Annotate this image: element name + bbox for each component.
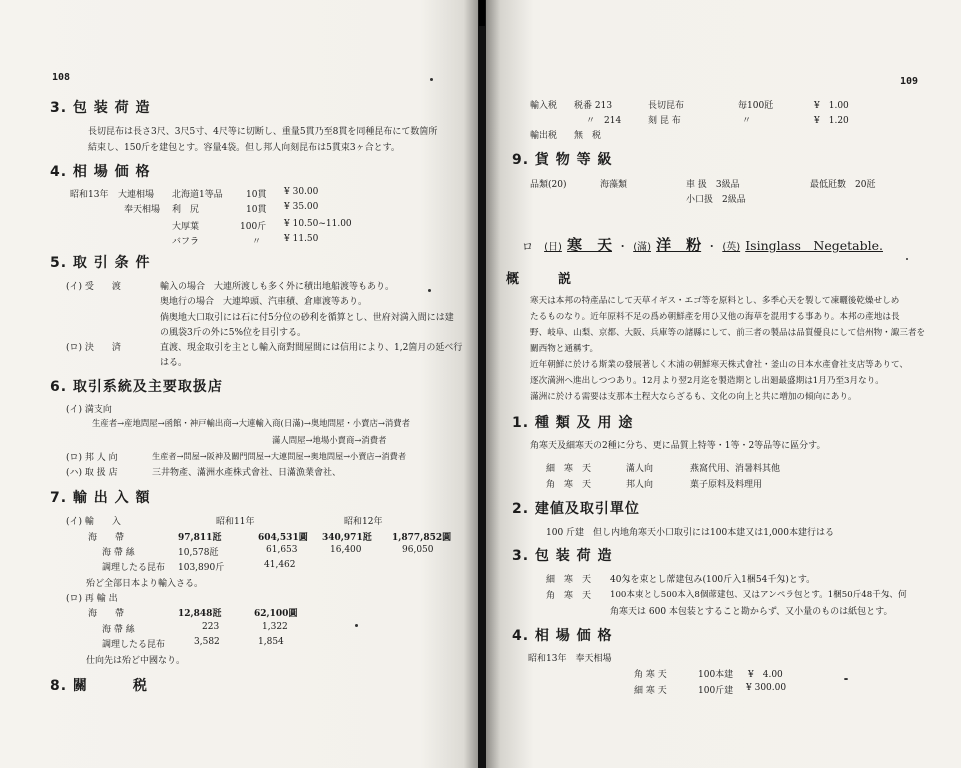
trade-flow: 生産者→産地問屋→函館・神戸輸出商→大連輸入商(日滿)→奥地問屋・小賣店→消費者	[92, 418, 410, 428]
cell-value: 1,877,852圓	[392, 533, 452, 543]
price-unit: 100斤建	[698, 686, 734, 696]
pack-type: 角 寒 天	[546, 591, 592, 601]
clause-label: (ロ) 再 輸 出	[66, 594, 118, 604]
type-market: 滿人向	[626, 464, 654, 474]
title-mn: 洋 粉	[656, 236, 702, 254]
cell-value: 97,811瓩	[178, 533, 222, 543]
cell-value: 10,578瓩	[178, 548, 219, 558]
section-heading: 4. 相 場 価 格	[50, 164, 151, 180]
cell-value: 340,971瓩	[322, 533, 372, 543]
type-name: 細 寒 天	[546, 464, 592, 474]
cell-value: 16,400	[330, 545, 362, 555]
section-heading: 3. 包 装 荷 造	[512, 548, 613, 564]
paragraph-line: 滿洲に於ける需要は支那本土程大ならざるも、文化の向上と共に増加の傾向にあり。	[530, 392, 857, 402]
row-label: 海 帶	[88, 533, 125, 543]
freight-class: 小口扱 2級品	[686, 195, 746, 205]
cell-value: 103,890斤	[178, 563, 225, 573]
paragraph-line: 關西物と通稱す。	[530, 344, 599, 354]
print-speck	[428, 289, 431, 292]
trade-flow: 滿人問屋→地場小賣商→消費者	[272, 435, 387, 445]
title-mark: ロ	[522, 240, 533, 253]
type-use: 菓子原料及料理用	[690, 480, 763, 490]
market-label: 大連相場	[118, 190, 155, 200]
clause-label: (イ) 輸 入	[66, 517, 121, 527]
year-label: 昭和13年	[70, 190, 109, 200]
tariff-item: 刻 昆 布	[648, 116, 681, 126]
price-unit: 100本建	[698, 670, 734, 680]
freight-label: 品類(20)	[530, 180, 567, 190]
lang-tag-jp: (日)	[544, 242, 562, 253]
right-page	[486, 0, 961, 768]
section-heading: 7. 輸 出 入 額	[50, 490, 151, 506]
price-item: 角 寒 天	[634, 670, 667, 680]
paragraph-line: 長切昆布は長さ3尺、3尺5寸、4尺等に切断し、重量5貫乃至8貫を同種昆布にて数箇所	[88, 127, 438, 137]
section-heading: 5. 取 引 条 件	[50, 255, 151, 271]
cell-value: 223	[202, 622, 220, 632]
year-header: 昭和12年	[344, 517, 383, 527]
freight-minimum: 最低瓩數 20瓩	[810, 180, 876, 190]
market-label: 奉天相場	[124, 205, 161, 215]
note-line: 仕向先は殆ど中國なり。	[86, 656, 186, 666]
price-item: 細 寒 天	[634, 686, 667, 696]
print-speck	[430, 78, 433, 81]
section-heading: 4. 相 場 価 格	[512, 628, 613, 644]
lang-tag-mn: (滿)	[633, 242, 652, 253]
pack-desc: 40匁を束とし蓆建包み(100斤入1梱54千匁)とす。	[610, 575, 816, 585]
paragraph-line: 奥地行の場合 大連埠頭、汽車積、倉庫渡等あり。	[160, 297, 368, 307]
price-unit: 100斤	[240, 222, 267, 232]
cell-value: 41,462	[264, 560, 296, 570]
gutter-shadow	[479, 0, 485, 26]
book-gutter	[478, 0, 486, 768]
page-number: 109	[900, 76, 919, 87]
cell-value: 1,854	[258, 637, 284, 647]
market-label: 昭和13年 奉天相場	[528, 654, 612, 664]
title-en: Isinglass Negetable.	[745, 238, 883, 253]
pack-type: 細 寒 天	[546, 575, 592, 585]
tariff-rate: ¥ 1.20	[814, 116, 849, 126]
paragraph-line: 直渡、現金取引を主とし輸入商對間屋間には信用により、1,2箇月の延べ行	[160, 343, 463, 353]
section-heading: 9. 貨 物 等 級	[512, 152, 613, 168]
price-value: ¥ 11.50	[284, 234, 319, 244]
row-label: 海 帶	[88, 609, 125, 619]
section-heading: 1. 種 類 及 用 途	[512, 415, 634, 431]
price-value: ¥ 10.50~11.00	[284, 219, 352, 229]
paragraph-line: 輸入の場合 大連所渡しも多く外に積出地船渡等もあり。	[160, 282, 395, 292]
overview-heading: 概 説	[506, 272, 572, 287]
type-use: 燕窩代用、消暑料其他	[690, 464, 781, 474]
cell-value: 61,653	[266, 545, 298, 555]
clause-label: (イ) 受 渡	[66, 282, 121, 292]
cell-value: 1,322	[262, 622, 288, 632]
cell-value: 3,582	[194, 637, 220, 647]
paragraph-line: 結束し、150斤を建包とす。容量4袋。但し邦人向刻昆布は5貫束3ヶ合とす。	[88, 143, 400, 153]
tariff-type: 輸出税	[530, 131, 558, 141]
paragraph-line: 寒天は本邦の特產品にして天草イギス・エゴ等を原料とし、多季心天を製して凍曬後乾燥せしめ	[530, 296, 900, 306]
price-item: 北海道1等品	[172, 190, 223, 200]
paragraph-line: たるものなり。近年原料不足の爲め朝鮮產を用ひ又他の海草を混用する事あり。本邦の產地は長	[530, 312, 900, 322]
clause-label: (イ) 満支向	[66, 405, 112, 415]
clause-label: (ハ) 取 扱 店	[66, 468, 118, 478]
price-value: ¥ 30.00	[284, 187, 319, 197]
cell-value: 96,050	[402, 545, 434, 555]
pack-desc: 100本束とし500本入8個蓆建包、又はアンペラ包とす。1梱50斤48千匁、何	[610, 590, 907, 600]
page-number: 108	[52, 72, 71, 83]
tariff-rate: ¥ 1.00	[814, 101, 849, 111]
left-page	[0, 0, 478, 768]
tariff-item: 長切昆布	[648, 101, 685, 111]
print-speck	[355, 624, 358, 627]
tariff-code: 〃 214	[586, 116, 622, 126]
cell-value: 62,100圓	[254, 609, 298, 619]
clause-label: (ロ) 邦 人 向	[66, 453, 118, 463]
commodity-title: ロ (日) 寒 天 ・ (滿) 洋 粉 ・ (英) Isinglass Negetable.	[522, 236, 883, 254]
price-item: 大厚葉	[172, 222, 200, 232]
freight-class: 車 扱 3級品	[686, 180, 740, 190]
tariff-unit: 毎100瓩	[738, 101, 774, 111]
freight-item: 海藻類	[600, 180, 628, 190]
price-unit: 10貫	[246, 190, 267, 200]
price-value: ¥ 300.00	[746, 683, 787, 693]
tariff-unit: 〃	[742, 116, 752, 126]
clause-label: (ロ) 決 済	[66, 343, 121, 353]
dealer-list: 三井物產、滿洲水產株式會社、日滿漁業會社、	[152, 468, 342, 478]
price-value: ¥ 4.00	[748, 670, 783, 680]
type-name: 角 寒 天	[546, 480, 592, 490]
print-speck	[906, 258, 908, 260]
row-label: 海 帶 絲	[102, 548, 135, 558]
row-label: 調理したる昆布	[102, 563, 166, 573]
row-label: 海 帶 絲	[102, 625, 135, 635]
section-heading: 3. 包 装 荷 造	[50, 100, 151, 116]
title-jp: 寒 天	[567, 236, 613, 254]
price-item: バフラ	[172, 237, 200, 247]
paragraph-line: 100 斤建 但し内地角寒天小口取引には100本建又は1,000本建行はる	[546, 528, 834, 538]
cell-value: 12,848瓩	[178, 609, 222, 619]
pack-desc: 角寒天は 600 本包装とすること勘からず、又小量のものは紙包とす。	[610, 607, 893, 617]
paragraph-line: 倘奥地大口取引には石に付5分位の砂利を循算とし、世府対満入間には建	[160, 313, 454, 323]
year-header: 昭和11年	[216, 517, 255, 527]
price-unit: 〃	[252, 237, 262, 247]
section-heading: 2. 建値及取引單位	[512, 501, 640, 517]
tariff-code: 税番 213	[574, 101, 613, 111]
paragraph-line: 角寒天及細寒天の2種に分ち、更に品質上特等・1等・2等品等に區分す。	[530, 441, 826, 451]
paragraph-line: の風袋3斤の外に5%位を目引する。	[160, 328, 307, 338]
paragraph-line: 近年朝鮮に於ける斯業の發展著しく木浦の朝鮮寒天株式會社・釜山の日本水產會社支店等ありて、	[530, 360, 908, 370]
price-unit: 10貫	[246, 205, 267, 215]
section-heading: 6. 取引系統及主要取扱店	[50, 379, 223, 395]
section-heading: 8. 關 税	[50, 678, 148, 694]
cell-value: 604,531圓	[258, 533, 308, 543]
paragraph-line: 逐次満洲へ進出しつつあり。12月より翌2月迄を製造期とし出廻最盛期は1月乃至3月なり。	[530, 376, 884, 386]
type-market: 邦人向	[626, 480, 654, 490]
tariff-type: 輸入税	[530, 101, 558, 111]
row-label: 調理したる昆布	[102, 640, 166, 650]
paragraph-line: はる。	[160, 358, 188, 368]
print-speck	[844, 678, 848, 680]
trade-flow: 生産者→問屋→阪神及關門問屋→大連問屋→奥地問屋→小賣店→消費者	[152, 451, 407, 461]
paragraph-line: 野、岐阜、山梨、京都、大阪、兵庫等の諸縣にして、前三者の製品は品質優良にして信州物・諏三者を	[530, 328, 926, 338]
price-value: ¥ 35.00	[284, 202, 319, 212]
price-item: 利 尻	[172, 205, 200, 215]
note-line: 殆ど全部日本より輸入さる。	[86, 579, 204, 589]
tariff-code: 無 税	[574, 131, 602, 141]
lang-tag-en: (英)	[722, 242, 741, 253]
